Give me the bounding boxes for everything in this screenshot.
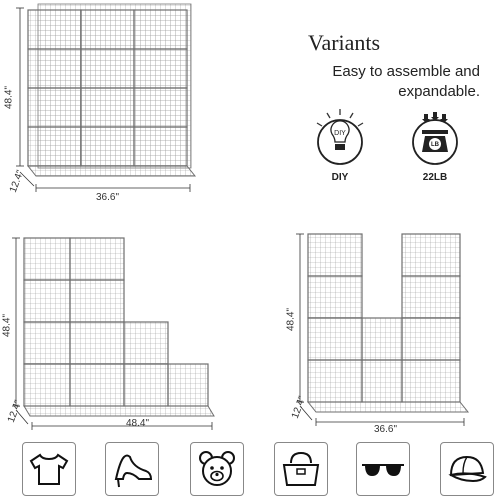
weight-scale-icon (405, 108, 465, 166)
height-label: 48.4" (1, 314, 13, 338)
usage-tile-sunglasses (356, 442, 410, 496)
cube-grid-tall (0, 0, 200, 210)
cube-grid-u-shape (280, 222, 495, 437)
feature-label-weight: 22LB (422, 172, 448, 183)
feature-weight (405, 108, 465, 188)
diy-lightbulb-icon (310, 108, 370, 166)
depth-label: 12.4" (5, 398, 25, 425)
t-shirt-icon (23, 443, 75, 495)
width-label: 48.4" (126, 418, 150, 429)
feature-diy (310, 108, 370, 188)
depth-label: 12.4" (7, 168, 27, 195)
subtitle-line-1: Easy to assemble and (332, 63, 480, 80)
cap-icon (441, 443, 493, 495)
usage-tile-cap (440, 442, 494, 496)
subtitle-line-2: expandable. (398, 83, 480, 100)
width-label: 36.6" (96, 192, 120, 203)
config-step (0, 228, 240, 438)
diy-icon-text: DIY (334, 130, 346, 137)
width-label: 36.6" (374, 424, 398, 435)
lb-icon-text: LB (431, 142, 439, 148)
feature-label-diy: DIY (331, 172, 349, 183)
config-tall-3x4 (0, 0, 200, 210)
usage-tile-teddy-bear (190, 442, 244, 496)
sunglasses-icon (357, 443, 409, 495)
handbag-icon (275, 443, 327, 495)
usage-tile-high-heel (105, 442, 159, 496)
usage-tile-t-shirt (22, 442, 76, 496)
usage-tile-handbag (274, 442, 328, 496)
teddy-bear-icon (191, 443, 243, 495)
cube-grid-step (0, 228, 240, 438)
depth-label: 12.4" (289, 394, 309, 421)
high-heel-icon (106, 443, 158, 495)
height-label: 48.4" (3, 86, 15, 110)
height-label: 48.4" (285, 308, 297, 332)
subtitle (290, 62, 480, 102)
page-title: Variants (308, 30, 381, 55)
config-u-shape (280, 222, 495, 437)
